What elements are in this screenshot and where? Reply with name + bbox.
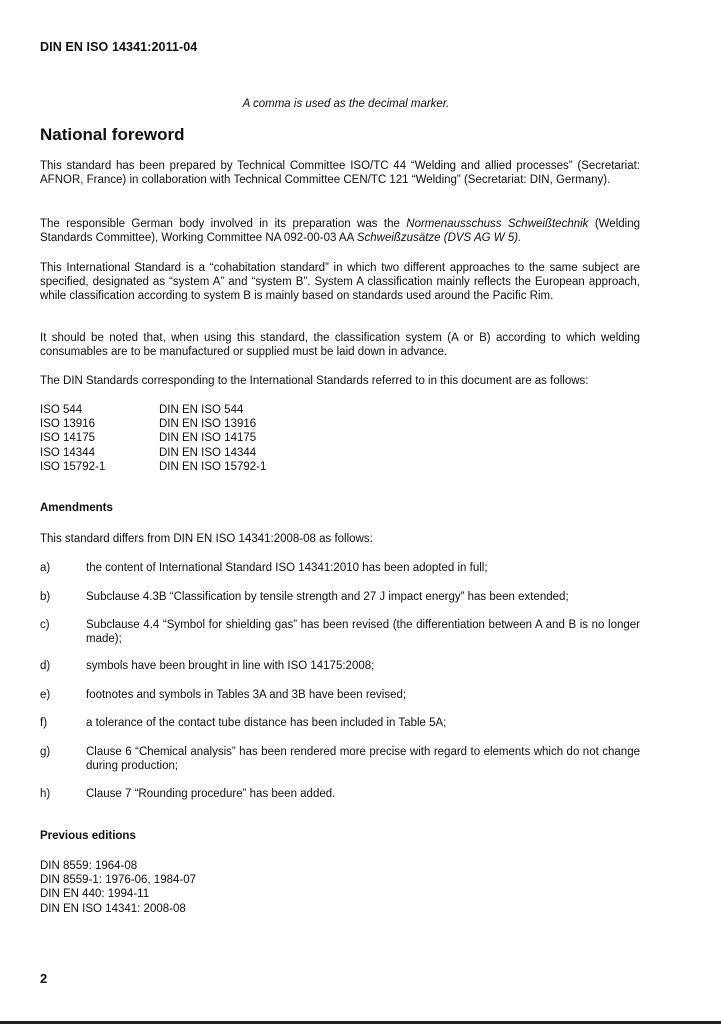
amendment-letter: b) <box>40 591 51 603</box>
foreword-title: National foreword <box>40 125 185 144</box>
previous-edition-line: DIN EN ISO 14341: 2008-08 <box>40 902 186 915</box>
iso-standard: ISO 13916 <box>40 418 95 431</box>
din-standard: DIN EN ISO 13916 <box>159 418 257 431</box>
foreword-paragraph-4: It should be noted that, when using this standard, the classification system (A or B) according to which welding consumables are to be manufactured or supplied must be laid down in advance. <box>40 332 640 359</box>
amendment-letter: e) <box>40 689 51 701</box>
amendment-item <box>40 561 640 575</box>
amendment-item <box>40 688 640 702</box>
document-header: DIN EN ISO 14341:2011-04 <box>40 40 198 54</box>
standards-correspondence-list <box>40 403 266 474</box>
correspondence-row <box>40 403 266 417</box>
decimal-marker-note: A comma is used as the decimal marker. <box>242 98 450 110</box>
iso-standard: ISO 544 <box>40 404 83 416</box>
amendment-text: Subclause 4.3B “Classification by tensile strength and 27 J impact energy” has been extended; <box>86 591 569 603</box>
amendment-item <box>40 659 640 673</box>
iso-standard: ISO 14175 <box>40 432 95 445</box>
amendment-text: Clause 7 “Rounding procedure” has been added. <box>86 788 336 800</box>
correspondence-row <box>40 417 266 431</box>
iso-standard: ISO 15792-1 <box>40 460 106 473</box>
amendment-item <box>40 745 640 773</box>
din-standard: DIN EN ISO 544 <box>159 404 244 416</box>
foreword-p2-committee: Normenausschuss Schweißtechnik <box>406 218 589 230</box>
page-number: 2 <box>40 971 48 986</box>
amendment-letter: a) <box>40 562 51 574</box>
amendment-text: the content of International Standard ISO 14341:2010 has been adopted in full; <box>86 562 488 574</box>
amendment-text: Subclause 4.4 “Symbol for shielding gas” has been revised (the differentiation between A and B is no longer made); <box>86 619 640 646</box>
amendment-letter: d) <box>40 660 51 672</box>
amendment-item <box>40 716 640 730</box>
foreword-p2-prefix: The responsible German body involved in its preparation was the <box>40 218 407 230</box>
correspondence-row <box>40 460 266 474</box>
iso-standard: ISO 14344 <box>40 446 95 459</box>
amendment-letter: f) <box>40 717 48 729</box>
amendment-text: symbols have been brought in line with ISO 14175:2008; <box>86 660 375 672</box>
amendments-title: Amendments <box>40 502 113 514</box>
amendment-text: Clause 6 “Chemical analysis” has been rendered more precise with regard to elements which do not change during production; <box>86 746 640 773</box>
correspondence-row <box>40 431 266 445</box>
previous-edition-line: DIN 8559: 1964-08 <box>40 860 138 872</box>
previous-edition-line: DIN EN 440: 1994-11 <box>40 888 150 901</box>
din-standard: DIN EN ISO 14344 <box>159 446 257 459</box>
amendment-item <box>40 618 640 646</box>
amendment-text: a tolerance of the contact tube distance has been included in Table 5A; <box>86 717 447 729</box>
amendment-letter: c) <box>40 619 50 631</box>
din-standard: DIN EN ISO 15792-1 <box>159 460 267 473</box>
amendment-text: footnotes and symbols in Tables 3A and 3B have been revised; <box>86 689 407 701</box>
amendment-letter: g) <box>40 746 51 758</box>
foreword-paragraph-1: This standard has been prepared by Technical Committee ISO/TC 44 “Welding and allied processes” (Secretariat: AFNOR, France) in collaboration with Technical Committee CEN/TC 121 “Welding” (Secretariat: DIN, Germany). <box>40 160 640 187</box>
amendment-item <box>40 590 640 604</box>
foreword-p2-working-committee: Schweißzusätze (DVS AG W 5). <box>356 232 522 245</box>
foreword-paragraph-3: This International Standard is a “cohabitation standard” in which two different approaches to the same subject are specified, designated as “system A” and “system B”. System A classification mainly reflects the European approach, while classification according to system B is mainly based on standards used around the Pacific Rim. <box>40 262 640 303</box>
foreword-paragraph-5: The DIN Standards corresponding to the International Standards referred to in this document are as follows: <box>40 375 589 387</box>
correspondence-row <box>40 446 266 460</box>
amendment-item <box>40 787 640 801</box>
amendment-letter: h) <box>40 788 51 800</box>
amendments-intro: This standard differs from DIN EN ISO 14341:2008-08 as follows: <box>40 533 373 545</box>
din-standard: DIN EN ISO 14175 <box>159 432 257 445</box>
foreword-paragraph-2 <box>40 217 640 245</box>
previous-editions-title: Previous editions <box>40 830 136 842</box>
foreword-p2-middle: (Welding Standards Committee), Working Committee NA 092-00-03 AA <box>40 218 640 245</box>
previous-editions-list <box>40 859 196 916</box>
previous-edition-line: DIN 8559-1: 1976-06, 1984-07 <box>40 874 196 887</box>
